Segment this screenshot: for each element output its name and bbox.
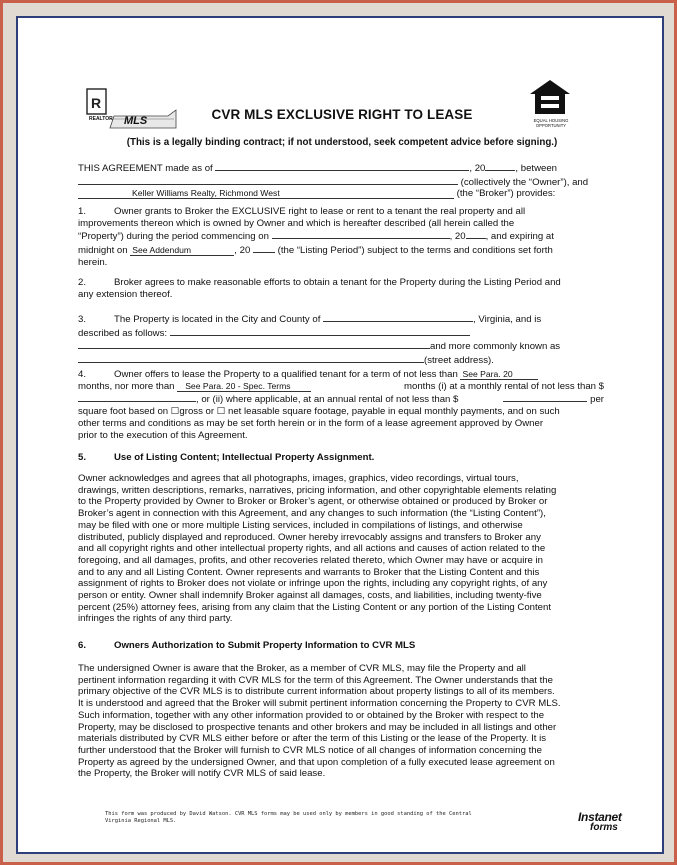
p6-line: Property as agreed by the undersigned Owner, and that upon completion of a fully executed lease agreement on: [78, 756, 555, 768]
commencement-year-field[interactable]: [466, 229, 486, 239]
p1-text: herein.: [78, 256, 108, 268]
p6-line: pertinent information regarding it with CVR MLS for the term of this Agreement. The Owner understands that the: [78, 674, 553, 686]
p4-text: prior to the execution of this Agreement.: [78, 429, 248, 441]
p6-number: 6.: [78, 640, 87, 651]
paragraph-3: [78, 312, 604, 367]
p5-line: may be filed with one or more multiple Listing services, included in compilations of listings, and otherwise: [78, 519, 523, 531]
min-term-field[interactable]: See Para. 20: [460, 370, 538, 380]
p1-text: “Property”) during the period commencing on: [78, 231, 269, 243]
p6-line: The undersigned Owner is aware that the Broker, as a member of CVR MLS, may file the Property and all: [78, 663, 526, 674]
p3-text: and more commonly known as: [430, 341, 561, 353]
paragraph-2: [78, 277, 604, 300]
p5-line: drawings, written descriptions, remarks, narratives, pricing information, and other copyrightable elements relating: [78, 484, 557, 496]
p6-line: Such information, together with any other information provided to or obtained by the Broker with respect to the: [78, 709, 545, 721]
equal-housing-icon: [528, 78, 572, 130]
section-6-heading: [78, 640, 604, 652]
paragraph-6: [78, 663, 604, 780]
equal-housing-caption: EQUAL HOUSING OPPORTUNITY: [533, 118, 569, 128]
p6-line: Property, may be disclosed to prospective tenants and other brokers and may be included in all listings and other: [78, 721, 557, 733]
p4-text: , or (ii) where applicable, at an annual rental of not less than $: [196, 394, 459, 406]
p1-text: midnight on: [78, 245, 128, 257]
p3-text: The Property is located in the City and County of: [114, 314, 321, 325]
p3-text: , Virginia, and is: [473, 314, 542, 325]
p2-text: any extension thereof.: [78, 288, 173, 300]
expiration-year-field[interactable]: [253, 243, 275, 253]
owner-name-field[interactable]: [78, 175, 458, 185]
p1-text: (the “Listing Period”) subject to the terms and conditions set forth: [277, 245, 553, 257]
document-page: [16, 16, 664, 854]
p4-text: months, nor more than: [78, 380, 175, 392]
broker-ref-label: (the “Broker”) provides:: [456, 188, 556, 200]
p5-line: and all copyright rights and other intellectual property rights, and all actions and causes of action related to the: [78, 543, 546, 555]
document-title: CVR MLS EXCLUSIVE RIGHT TO LEASE: [211, 107, 473, 122]
p1-text: Owner grants to Broker the EXCLUSIVE right to lease or rent to a tenant the real property and all: [114, 206, 526, 217]
p6-line: primary objective of the CVR MLS is to distribute current information about property listings to all of its members.: [78, 686, 555, 698]
svg-text:R: R: [91, 95, 102, 111]
p5-line: foregoing, and all damages, profits, and other recoveries related thereto, which Owner may have or acquire in: [78, 554, 544, 566]
between-label: , between: [515, 163, 558, 174]
p5-line: infringes the rights of any third party.: [78, 613, 233, 625]
max-term-field[interactable]: See Para. 20 - Spec. Terms: [177, 382, 311, 392]
agreement-year-field[interactable]: [485, 161, 515, 171]
p3-text: described as follows:: [78, 327, 168, 339]
year-prefix: , 20: [469, 163, 486, 174]
p4-number: 4.: [78, 369, 87, 380]
p4-text: months (i) at a monthly rental of not less than $: [404, 380, 604, 392]
city-county-field[interactable]: [323, 312, 473, 322]
p5-line: person or entity. Owner shall indemnify Broker against all damages, costs, and liabilities, including twenty-five: [78, 590, 542, 602]
p2-number: 2.: [78, 277, 87, 288]
p5-line: distributed, publicly displayed and reproduced. Owner hereby irrevocably assigns and transfers to Broker any: [78, 531, 541, 543]
p4-text: Owner offers to lease the Property to a qualified tenant for a term of not less than: [114, 369, 458, 380]
annual-rental-field[interactable]: [503, 392, 587, 402]
commencement-date-field[interactable]: [272, 229, 450, 239]
p5-line: percent (25%) attorney fees, arising from any claim that the Listing Content or any portion of the Listing Content: [78, 601, 552, 613]
street-address-field[interactable]: [78, 353, 424, 363]
p5-line: Broker’s agent in connection with this Agreement, and any changes to such information (the “Listing Content”),: [78, 508, 546, 520]
p1-number: 1.: [78, 206, 87, 217]
section-5-heading: [78, 452, 604, 464]
p5-line: to the Property provided by Owner to Broker or Broker’s agent, or otherwise obtained or produced by Broker or: [78, 496, 548, 508]
p5-heading-text: Use of Listing Content; Intellectual Property Assignment.: [114, 452, 375, 463]
p3-number: 3.: [78, 314, 87, 325]
intro-block: [78, 161, 604, 200]
p1-text: , 20: [234, 245, 251, 257]
property-description-line2[interactable]: [78, 339, 430, 349]
p6-heading-text: Owners Authorization to Submit Property Information to CVR MLS: [114, 640, 416, 651]
p1-text: , 20: [449, 231, 466, 243]
p3-text: (street address).: [424, 355, 494, 367]
p5-line: and to any and all Listing Content. Owner represents and warrants to Broker that the Listing Content and this: [78, 566, 540, 578]
realtor-badge: REALTOR: [89, 116, 113, 122]
property-description-field[interactable]: [170, 326, 470, 336]
expiration-date-field[interactable]: See Addendum: [130, 246, 234, 256]
paragraph-5: [78, 473, 604, 625]
p6-line: further understood that the Broker will furnish to CVR MLS notice of all changes of information concerning the: [78, 744, 542, 756]
p6-line: materials distributed by CVR MLS either before or after the term of this Listing or the lease of the Property. It is: [78, 733, 546, 745]
p4-text: per: [590, 394, 604, 406]
p1-text: , and expiring at: [485, 231, 554, 243]
brand-line1: Instanet: [578, 810, 622, 824]
p5-number: 5.: [78, 452, 87, 463]
owner-ref-label: (collectively the “Owner”), and: [460, 176, 589, 188]
agreement-date-field[interactable]: [215, 161, 469, 171]
p5-line: Owner acknowledges and agrees that all photographs, images, graphics, video recordings, virtual tours,: [78, 473, 519, 484]
p4-text: square foot based on ☐gross or ☐ net leasable square footage, payable in equal monthly payments, and on such: [78, 406, 560, 418]
p4-text: other terms and conditions as may be set forth herein or in the form of a lease agreement approved by Owner: [78, 417, 544, 429]
p6-line: the Property, the Broker will notify CVR MLS of said lease.: [78, 768, 326, 780]
document-subtitle: (This is a legally binding contract; if not understood, seek competent advice before signing.): [126, 137, 558, 148]
paragraph-4: [78, 369, 604, 441]
p2-text: Broker agrees to make reasonable efforts to obtain a tenant for the Property during the Listing Period and: [114, 277, 561, 288]
paragraph-1: [78, 206, 604, 269]
footer-line: This form was produced by David Watson. CVR MLS forms may be used only by members in good standing of the Central: [105, 811, 472, 817]
p6-line: It is understood and agreed that the Broker will submit pertinent information concerning the Property to CVR MLS.: [78, 698, 561, 710]
footer-line: Virginia Regional MLS.: [105, 818, 177, 824]
mls-logo-text: MLS: [124, 115, 148, 127]
monthly-rental-field[interactable]: [78, 392, 196, 402]
broker-name-field[interactable]: Keller Williams Realty, Richmond West: [78, 189, 454, 199]
form-footer: [105, 811, 525, 825]
instanet-forms-logo: [578, 811, 648, 843]
p1-text: improvements thereon which is owned by Owner and which is hereafter described (all herein called the: [78, 217, 515, 229]
made-as-of-label: THIS AGREEMENT made as of: [78, 163, 213, 174]
brand-line2: forms: [590, 822, 618, 833]
p5-line: assignment of rights to Broker does not violate or infringe upon the rights, including any copyright rights, of any: [78, 578, 548, 590]
